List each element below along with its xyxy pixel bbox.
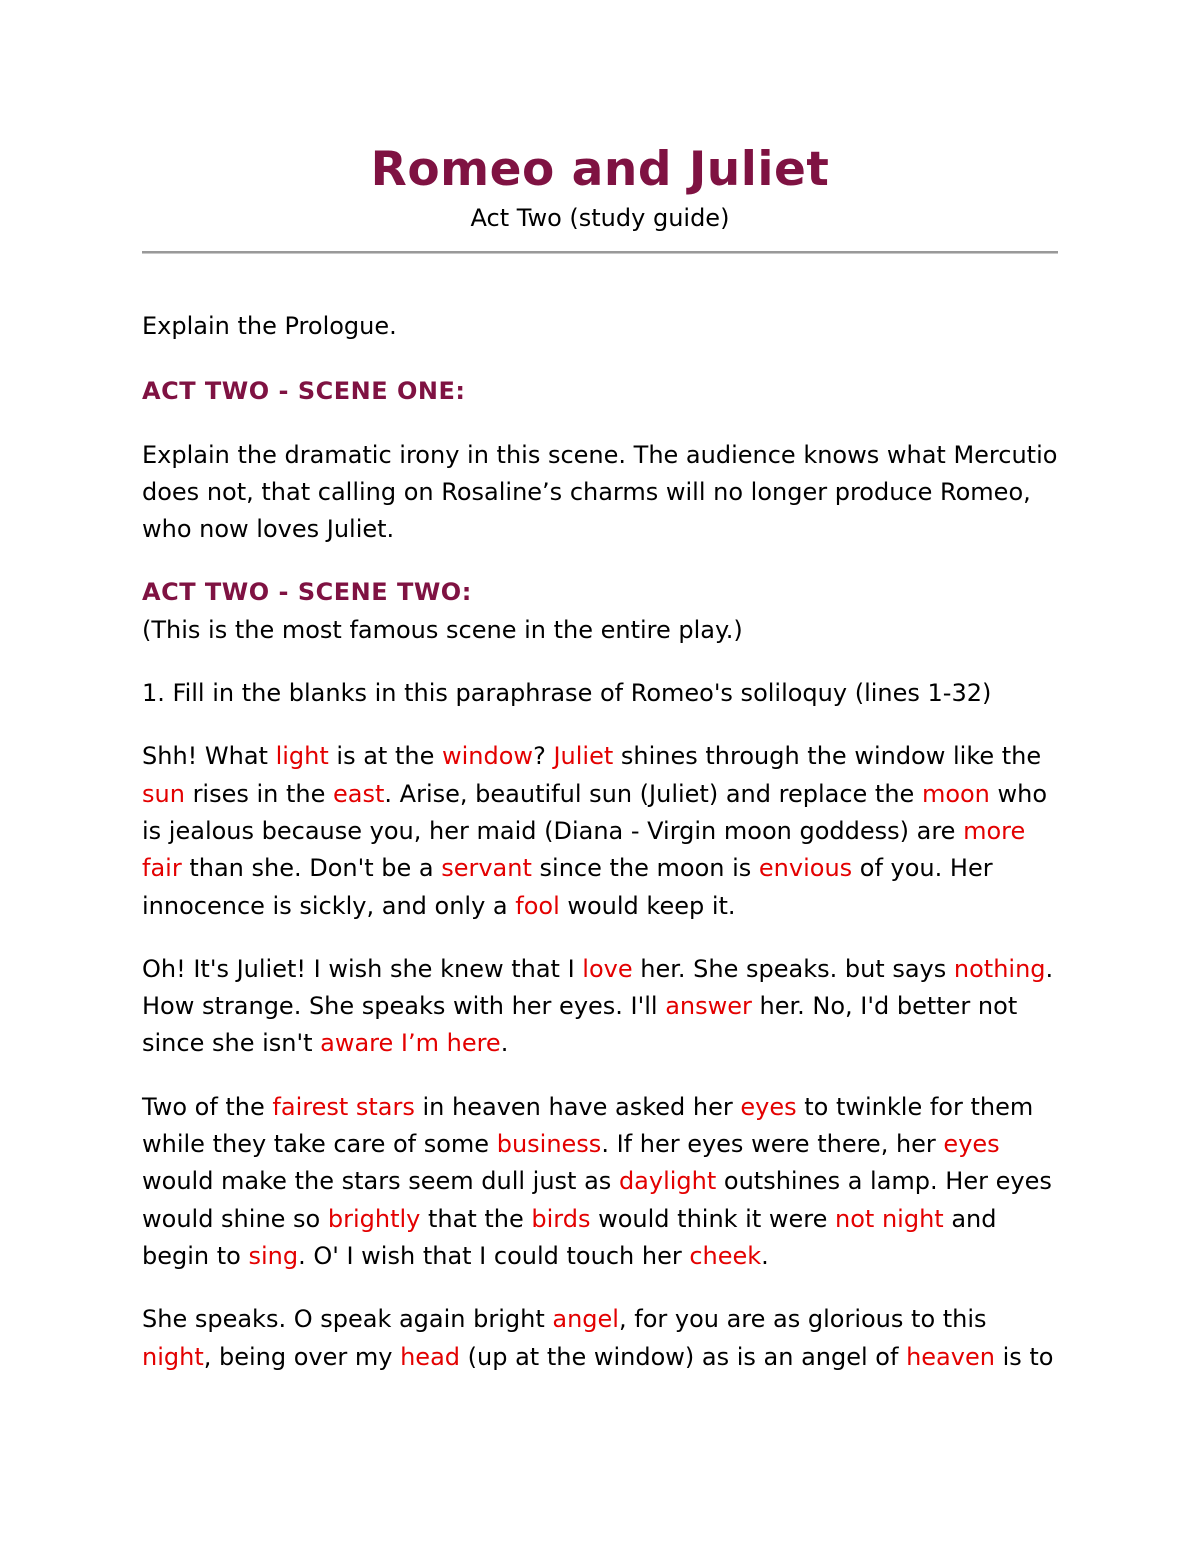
scene-two-heading: ACT TWO - SCENE TWO: [142, 578, 472, 607]
paraphrase-text: her. She speaks. but says [632, 954, 954, 983]
fill-in-answer: cheek [689, 1241, 762, 1270]
fill-in-answer: angel [552, 1305, 619, 1334]
paraphrase-text: to twinkle for them while they take care of some [142, 1092, 1034, 1159]
paraphrase-text: than she. Don't be a [181, 854, 442, 883]
fill-in-answer: sing [248, 1241, 299, 1270]
paraphrase-text: ? [533, 742, 554, 771]
page-title: Romeo and Juliet [370, 142, 830, 197]
paraphrase-paragraph-3 [142, 1089, 1062, 1275]
paraphrase-text: since the moon is [531, 854, 759, 883]
fill-in-answer: servant [441, 854, 532, 883]
fill-in-answer: nothing [953, 954, 1046, 983]
fill-in-answer: aware I’m here [320, 1029, 501, 1058]
paraphrase-text: Oh! It's Juliet! I wish she knew that I [142, 954, 583, 983]
paraphrase-text: . [500, 1029, 509, 1058]
paraphrase-text: shines through the window like the [613, 742, 1042, 771]
fill-in-answer: sun [142, 779, 185, 808]
paraphrase-text: , being over my [203, 1342, 401, 1371]
paraphrase-text: . How strange. She speaks with her eyes. I'll [142, 954, 1054, 1021]
paraphrase-text: . [761, 1241, 769, 1270]
paraphrase-text: of you. Her innocence is sickly, and only a [142, 854, 993, 920]
fill-in-answer: moon [921, 779, 990, 808]
fill-in-answer: heaven [906, 1342, 995, 1371]
fill-in-answer: head [400, 1342, 461, 1371]
fill-in-answer: night [142, 1342, 204, 1371]
soliloquy-instruction: 1. Fill in the blanks in this paraphrase of Romeo's soliloquy (lines 1-32) [142, 679, 992, 708]
fill-in-answer: love [582, 954, 633, 983]
paraphrase-text: and begin to [142, 1204, 997, 1270]
scene-one-heading: ACT TWO - SCENE ONE: [142, 377, 466, 406]
fill-in-answer: brightly [327, 1204, 421, 1233]
paraphrase-text: is at the [328, 742, 442, 771]
fill-in-answer: eyes [943, 1130, 1000, 1159]
paraphrase-text: . O' I wish that I could touch her [298, 1241, 690, 1270]
paraphrase-text: . Arise, beautiful sun (Juliet) and replace the [384, 779, 922, 808]
paraphrase-text: that the [420, 1204, 532, 1233]
paraphrase-text: would make the stars seem dull just as [142, 1167, 619, 1196]
fill-in-answer: daylight [618, 1167, 717, 1196]
paraphrase-text: her. No, I'd better not since she isn't [142, 992, 1018, 1058]
paraphrase-text: would keep it. [559, 891, 736, 920]
fill-in-answer: fool [515, 891, 560, 920]
fill-in-answer: window [442, 742, 534, 771]
fill-in-answer: east [333, 779, 385, 808]
paraphrase-text: Shh! What [142, 742, 276, 771]
paraphrase-text: rises in the [184, 779, 334, 808]
paraphrase-text: would think it were [590, 1204, 836, 1233]
paraphrase-text: She speaks. O speak again bright [142, 1305, 553, 1334]
fill-in-answer: envious [758, 854, 853, 883]
fill-in-answer: light [275, 742, 329, 771]
paraphrase-paragraph-1 [142, 738, 1062, 924]
paraphrase-text: (up at the window) as is an angel of [460, 1342, 907, 1371]
prologue-question: Explain the Prologue. [142, 312, 397, 340]
paraphrase-text: is to [994, 1342, 1054, 1371]
fill-in-answer: not night [835, 1204, 944, 1233]
fill-in-answer: birds [531, 1204, 591, 1233]
fill-in-answer: fairest stars [272, 1092, 415, 1121]
fill-in-answer: Juliet [553, 742, 614, 771]
fill-in-answer: answer [665, 992, 752, 1021]
scene-one-answer: Explain the dramatic irony in this scene. The audience knows what Mercutio does not, that calling on Rosaline’s charms will no longer produce Romeo, who now loves Juliet. [142, 440, 1058, 544]
fill-in-answer: more fair [142, 816, 1026, 883]
page-subtitle: Act Two (study guide) [470, 204, 730, 232]
paraphrase-text: , for you are as glorious to this [618, 1305, 987, 1334]
paraphrase-text: Two of the [142, 1092, 273, 1121]
horizontal-divider [142, 251, 1058, 254]
paraphrase-paragraph-2 [142, 951, 1062, 1063]
scene-two-note: (This is the most famous scene in the entire play.) [142, 615, 743, 644]
paraphrase-paragraph-4 [142, 1301, 1062, 1376]
document-body [142, 308, 1062, 1402]
paraphrase-text: . If her eyes were there, her [601, 1130, 944, 1159]
fill-in-answer: business [496, 1130, 602, 1159]
paraphrase-text: who is jealous because you, her maid (Diana - Virgin moon goddess) are [142, 779, 1048, 845]
paraphrase-text: in heaven have asked her [414, 1092, 741, 1121]
fill-in-answer: eyes [740, 1092, 797, 1121]
paraphrase-text: outshines a lamp. Her eyes would shine so [142, 1167, 1052, 1233]
